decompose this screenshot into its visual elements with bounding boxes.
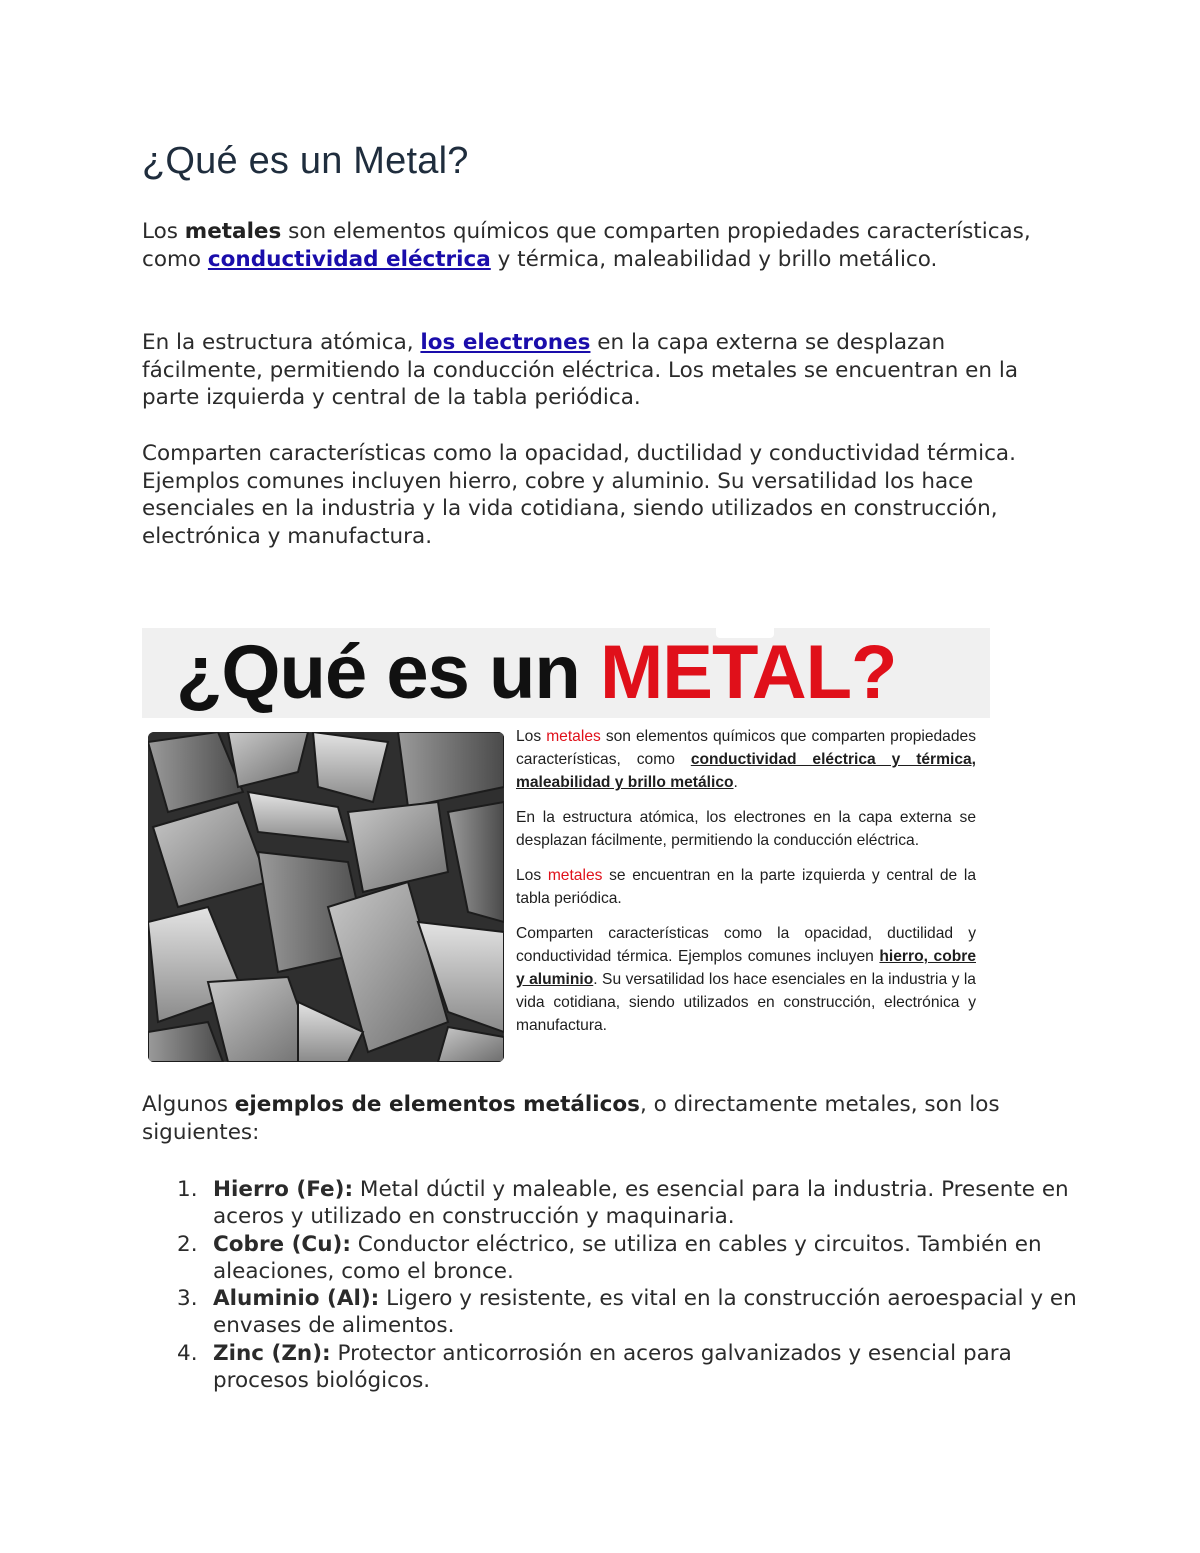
element-name: Zinc (Zn): [213,1340,331,1366]
examples-list [142,1176,1113,1394]
link-conductividad-electrica[interactable]: conductividad eléctrica [207,246,491,272]
infographic-paragraph-4 [516,922,976,1037]
infographic-paragraph-1 [516,725,976,794]
heading-black-text: ¿Qué es un [176,630,600,715]
intro-paragraph-3: Comparten características como la opacidad, ductilidad y conductividad térmica. Ejemplos comunes incluyen hierro, cobre y aluminio. Su versatilidad los hace esenciales en la industria y la vida cotidiana, siendo utilizados en construcción, electrónica y manufactura. [142,441,1016,549]
element-description: Metal dúctil y maleable, es esencial para la industria. Presente en aceros y utilizado en construcción y maquinaria. [213,1177,1069,1230]
infographic-banner [142,628,990,718]
text-run: En la estructura atómica, [142,330,421,355]
text-run: Los [516,728,547,745]
examples-intro [142,1091,1052,1146]
text-run: . [733,774,738,791]
intro-paragraph-2 [142,329,1052,412]
text-run: , o directamente metales, son los siguientes: [142,1092,1000,1145]
intro-paragraph-1 [142,218,1042,273]
heading-red-text: METAL? [599,630,897,715]
infographic-paragraph-2: En la estructura atómica, los electrones en la capa externa se desplazan fácilmente, permitiendo la conducción eléctrica. [516,809,976,849]
element-description: Ligero y resistente, es vital en la construcción aeroespacial y en envases de alimentos. [213,1286,1077,1339]
text-run: . Su versatilidad los hace esenciales en la industria y la vida cotidiana, siendo utilizados en construcción, electrónica y manufactura. [516,971,976,1034]
text-run: Algunos [142,1092,235,1117]
text-run: Comparten características como la opacidad, ductilidad y conductividad térmica. Ejemplos comunes incluyen [516,925,976,965]
bold-term-ejemplos: ejemplos de elementos metálicos [234,1092,640,1117]
underlined-term: hierro, cobre y aluminio [516,948,976,988]
infographic-text [516,725,976,1049]
page-title: ¿Qué es un Metal? [142,140,469,182]
text-run: se encuentran en la parte izquierda y central de la tabla periódica. [516,867,976,907]
text-run: son elementos químicos que comparten propiedades características, como [516,728,976,768]
text-run: y térmica, maleabilidad y brillo metálico. [490,246,938,272]
list-item [213,1285,1113,1340]
metal-bars-illustration [148,732,504,1062]
element-name: Aluminio (Al): [213,1286,380,1312]
list-item [213,1340,1113,1395]
element-name: Cobre (Cu): [213,1231,351,1257]
bold-term-metales: metales [184,219,282,244]
infographic-image [142,628,990,1064]
infographic-heading [176,630,896,716]
text-run: son elementos químicos que comparten propiedades características, como [142,219,1031,272]
list-item [213,1231,1113,1286]
metal-bars-photo [148,732,504,1062]
text-run: Los [142,219,185,244]
element-description: Protector anticorrosión en aceros galvanizados y esencial para procesos biológicos. [213,1340,1012,1394]
element-description: Conductor eléctrico, se utiliza en cables y circuitos. También en aleaciones, como el bronce. [213,1231,1042,1284]
text-run: en la capa externa se desplazan fácilmente, permitiendo la conducción eléctrica. Los metales se encuentran en la parte izquierda y central de la tabla periódica. [142,330,1018,411]
text-run: Los [516,867,548,884]
red-term: metales [547,867,603,884]
link-los-electrones[interactable]: los electrones [420,330,591,355]
list-item [213,1176,1113,1231]
red-term: metales [546,728,601,745]
infographic-paragraph-3 [516,864,976,910]
element-name: Hierro (Fe): [213,1177,354,1202]
underlined-term: conductividad eléctrica y térmica, maleabilidad y brillo metálico [516,751,977,791]
